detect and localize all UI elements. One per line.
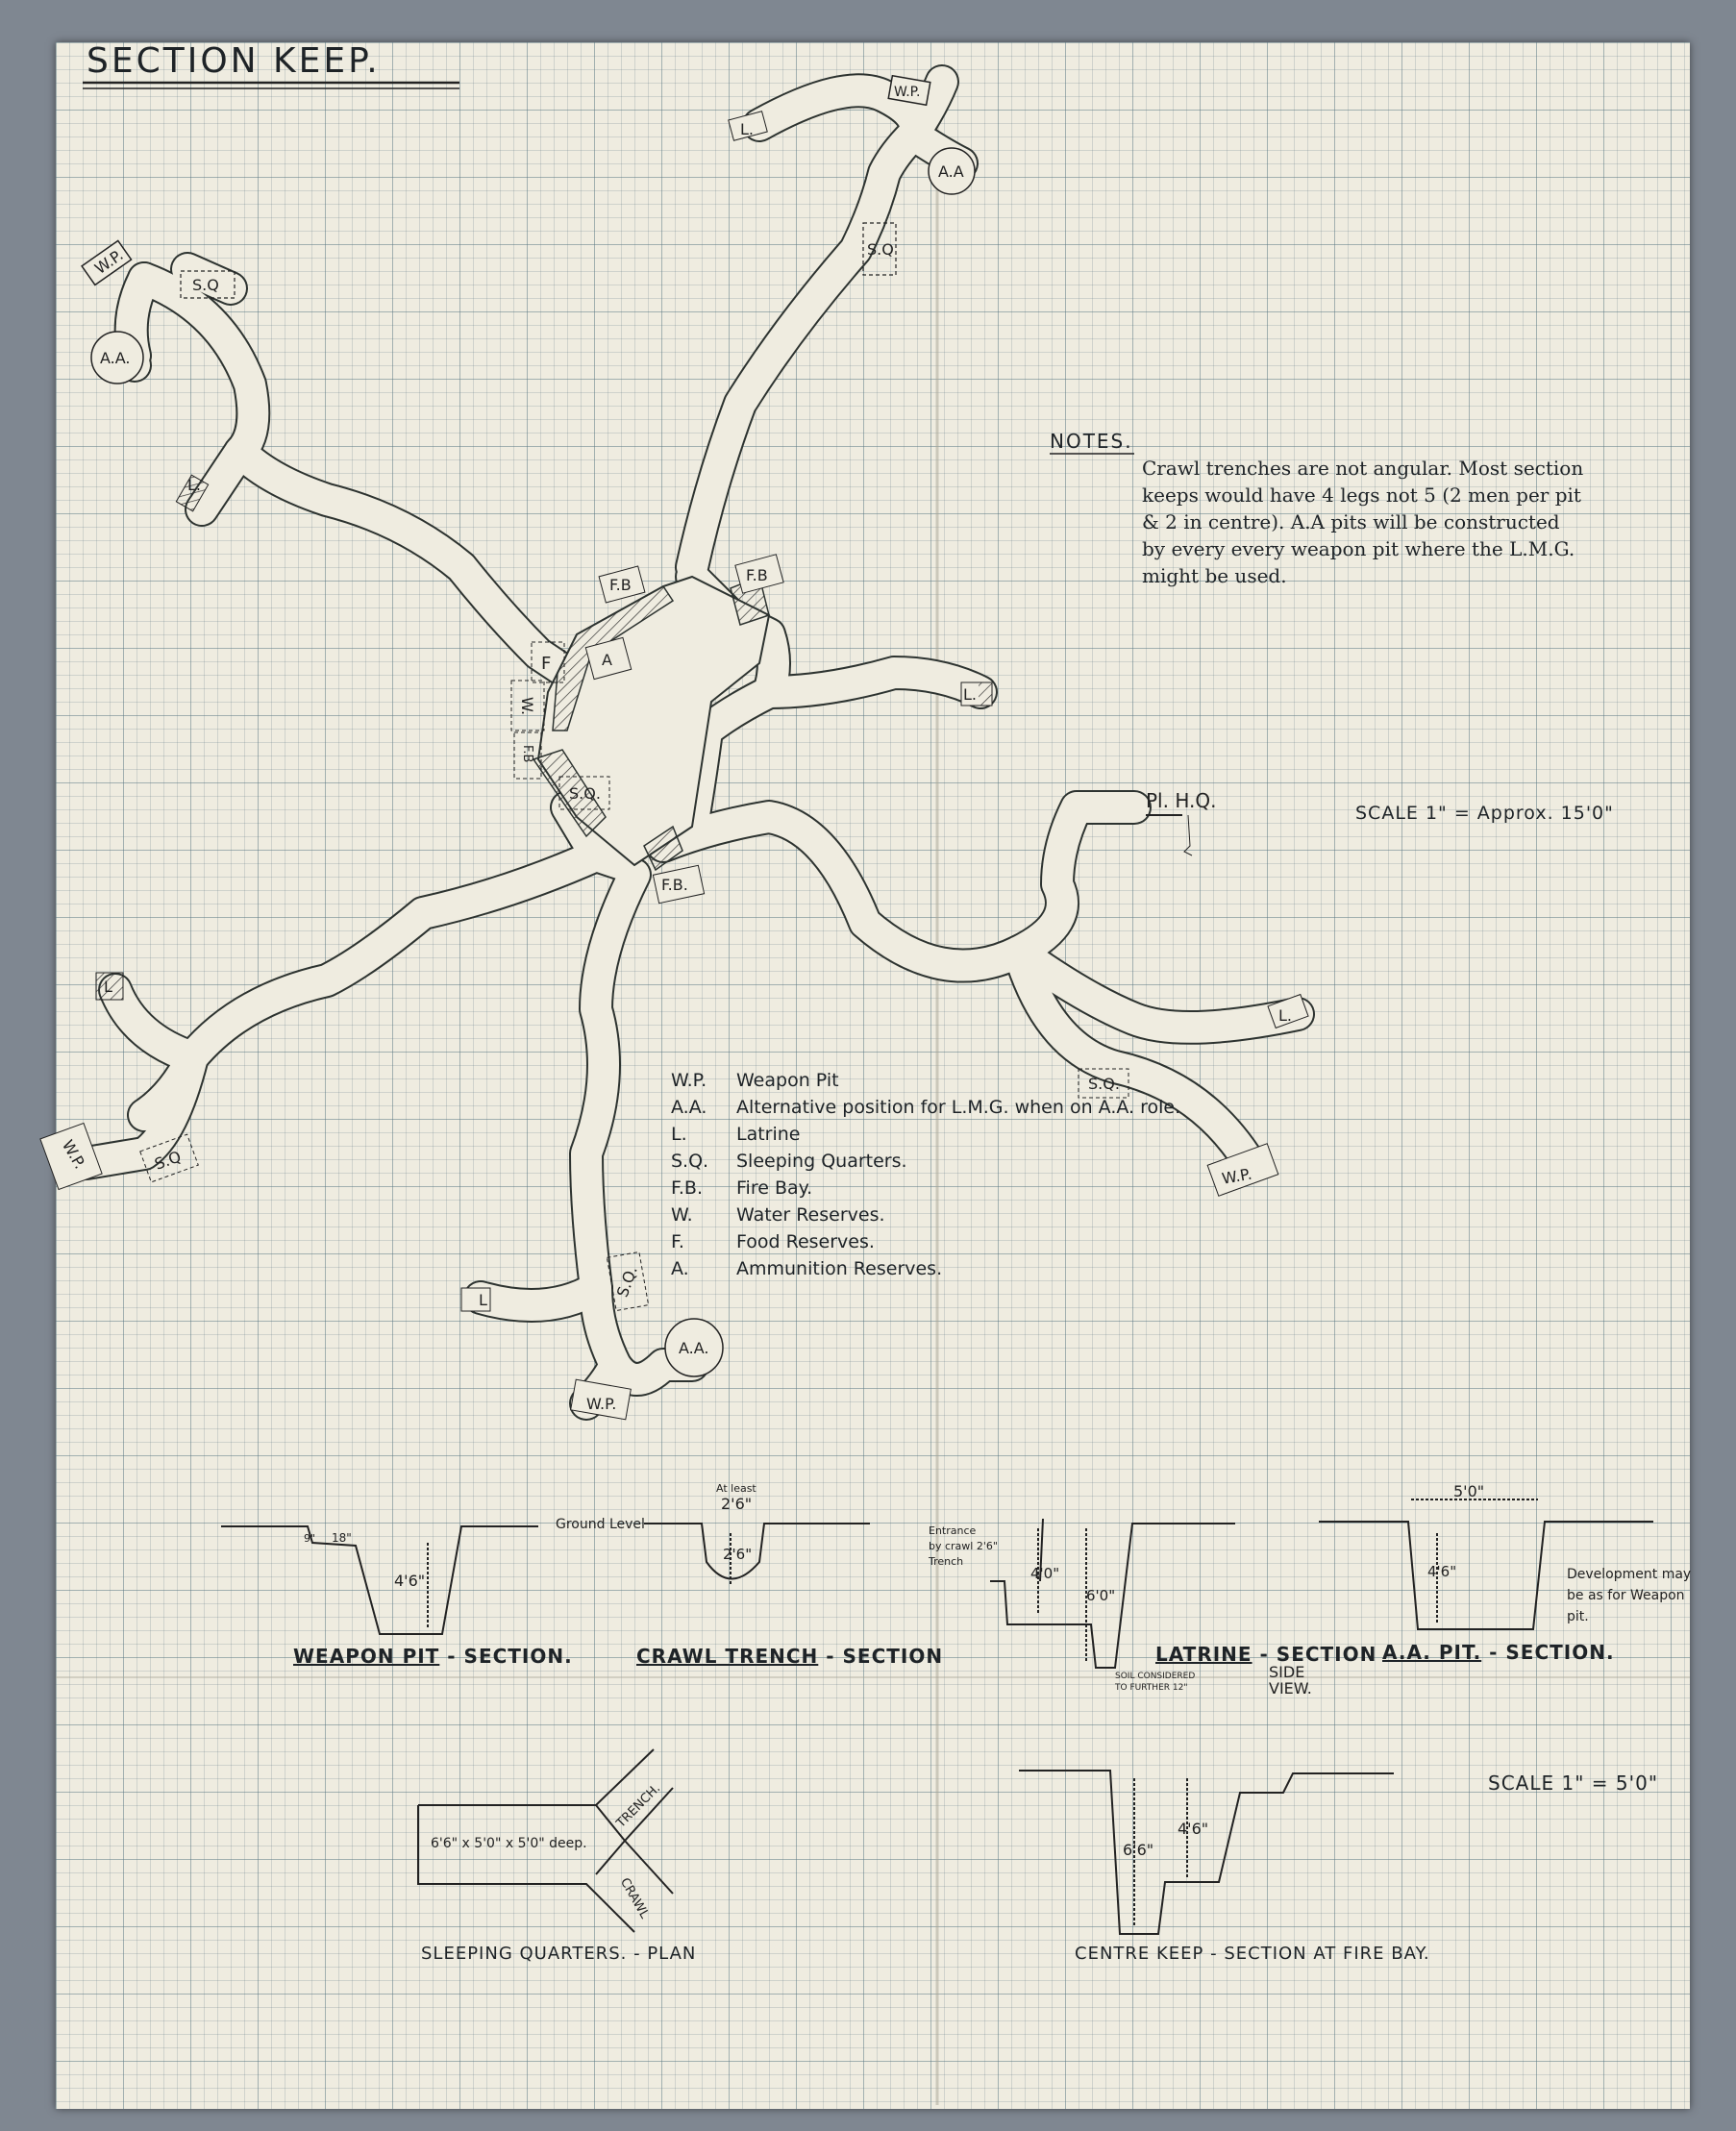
sleeping-quarters-plan [418, 1749, 673, 1932]
svg-text:5'0": 5'0" [1453, 1482, 1485, 1500]
svg-text:F.B.: F.B. [661, 876, 688, 894]
crawl-trench-caption: CRAWL TRENCH - SECTION [636, 1645, 944, 1668]
svg-text:4'0": 4'0" [1030, 1565, 1060, 1582]
svg-text:A.A.: A.A. [100, 349, 131, 367]
legend-item [671, 1177, 812, 1199]
weapon-pit-caption: WEAPON PIT - SECTION. [293, 1645, 573, 1668]
notes-block [1050, 430, 1583, 587]
svg-text:4'6": 4'6" [394, 1572, 426, 1590]
aa-circle-nw [91, 332, 143, 384]
svg-text:W.P.: W.P. [58, 1136, 89, 1173]
notes-heading: NOTES. [1050, 430, 1133, 453]
svg-text:F: F [541, 654, 552, 674]
svg-text:F.B: F.B [746, 566, 768, 584]
svg-text:A.: A. [671, 1258, 689, 1279]
svg-text:W.P.: W.P. [91, 245, 127, 279]
legend-item [671, 1097, 1180, 1118]
svg-text:9": 9" [304, 1532, 316, 1545]
svg-text:A.A.: A.A. [671, 1097, 707, 1118]
wp-box-sw-top [96, 973, 123, 1000]
fb-box-1 [599, 566, 645, 603]
sleeping-quarters-caption: SLEEPING QUARTERS. - PLAN [421, 1944, 697, 1964]
svg-text:Trench: Trench [929, 1555, 964, 1568]
svg-text:CRAWL: CRAWL [616, 1875, 652, 1921]
svg-text:2'6": 2'6" [723, 1546, 753, 1563]
notes-line-1: Crawl trenches are not angular. Most section [1142, 457, 1584, 480]
svg-text:S.Q: S.Q [192, 276, 219, 294]
svg-text:A.A: A.A [938, 162, 964, 181]
svg-text:Weapon Pit: Weapon Pit [736, 1070, 839, 1091]
svg-text:Water Reserves.: Water Reserves. [736, 1204, 885, 1226]
svg-text:L.: L. [1278, 1006, 1292, 1025]
svg-text:W.: W. [671, 1204, 693, 1226]
svg-text:L.: L. [187, 476, 201, 494]
svg-text:18": 18" [332, 1531, 352, 1545]
notes-line-5: might be used. [1142, 564, 1287, 587]
svg-text:6'6": 6'6" [1123, 1841, 1154, 1859]
svg-text:A.A.: A.A. [679, 1339, 709, 1357]
scale-plan: SCALE 1" = Approx. 15'0" [1355, 803, 1614, 824]
svg-text:2'6": 2'6" [721, 1495, 753, 1513]
svg-text:F.: F. [671, 1231, 684, 1252]
svg-text:S.Q.: S.Q. [1088, 1075, 1120, 1093]
svg-text:W.P.: W.P. [1220, 1164, 1253, 1188]
crawl-trench-section [644, 1482, 870, 1586]
svg-text:Ground Level: Ground Level [556, 1517, 645, 1532]
svg-text:At least: At least [716, 1482, 756, 1495]
fb-box-2 [735, 555, 783, 593]
centre-keep-section [1019, 1771, 1394, 1934]
svg-text:pit.: pit. [1567, 1609, 1589, 1624]
svg-text:F.B: F.B [520, 745, 534, 763]
aa-pit-section [1319, 1482, 1691, 1629]
svg-text:L: L [104, 978, 112, 996]
svg-text:6'0": 6'0" [1086, 1587, 1116, 1604]
svg-text:Sleeping Quarters.: Sleeping Quarters. [736, 1151, 907, 1172]
latrine-section [928, 1519, 1235, 1693]
svg-text:TO FURTHER 12": TO FURTHER 12" [1115, 1683, 1188, 1693]
legend-item [671, 1070, 839, 1091]
svg-text:Ammunition Reserves.: Ammunition Reserves. [736, 1258, 943, 1279]
svg-text:F.B.: F.B. [671, 1177, 703, 1199]
svg-text:A: A [602, 651, 612, 669]
aa-pit-caption: A.A. PIT. - SECTION. [1382, 1641, 1615, 1664]
notes-line-3: & 2 in centre). A.A pits will be constructed [1142, 510, 1560, 533]
fb-vertical-box [514, 732, 541, 779]
svg-text:Alternative position for L.M.G: Alternative position for L.M.G. when on A.A. role. [736, 1097, 1181, 1118]
svg-text:S.Q: S.Q [867, 240, 894, 259]
latrine-side: SIDE [1269, 1663, 1305, 1681]
latrine-caption: LATRINE - SECTION [1155, 1643, 1377, 1666]
svg-text:S.Q.: S.Q. [569, 784, 601, 803]
wp-box-nw [82, 240, 131, 285]
svg-text:L.: L. [671, 1124, 687, 1145]
svg-text:W.P.: W.P. [894, 85, 921, 100]
svg-text:TRENCH.: TRENCH. [613, 1781, 664, 1831]
centre-keep-caption: CENTRE KEEP - SECTION AT FIRE BAY. [1075, 1944, 1430, 1964]
legend-item [671, 1124, 801, 1145]
svg-text:L: L [479, 1291, 487, 1309]
svg-text:be as for Weapon: be as for Weapon [1567, 1588, 1685, 1603]
aa-circle-s [665, 1319, 723, 1376]
svg-text:L.: L. [740, 120, 754, 138]
svg-text:4'6": 4'6" [1178, 1820, 1209, 1838]
legend-item [671, 1231, 875, 1252]
svg-text:W.P.: W.P. [671, 1070, 707, 1091]
svg-text:4'6": 4'6" [1427, 1563, 1457, 1580]
svg-text:W.P.: W.P. [586, 1395, 617, 1413]
svg-text:6'6" x 5'0" x 5'0" deep.: 6'6" x 5'0" x 5'0" deep. [431, 1836, 587, 1851]
svg-text:S.Q.: S.Q. [671, 1151, 709, 1172]
weapon-pit-section [221, 1517, 645, 1634]
plhq-label [1146, 789, 1216, 855]
fb-box-3 [653, 865, 704, 903]
svg-text:Entrance: Entrance [929, 1524, 977, 1537]
svg-text:S.Q.: S.Q. [612, 1263, 641, 1301]
legend-item [671, 1204, 885, 1226]
svg-text:Fire Bay.: Fire Bay. [736, 1177, 813, 1199]
svg-text:Food Reserves.: Food Reserves. [736, 1231, 875, 1252]
svg-text:W.: W. [518, 697, 536, 716]
svg-text:Development may: Development may [1567, 1567, 1692, 1582]
page-title: SECTION KEEP. [87, 41, 381, 81]
legend-item [671, 1258, 942, 1279]
svg-text:Pl. H.Q.: Pl. H.Q. [1146, 789, 1217, 812]
latrine-view: VIEW. [1269, 1679, 1312, 1697]
w-box [511, 681, 544, 731]
svg-text:SOIL CONSIDERED: SOIL CONSIDERED [1115, 1672, 1196, 1681]
notes-line-4: by every every weapon pit where the L.M.G. [1142, 537, 1575, 560]
svg-text:Latrine: Latrine [736, 1124, 801, 1145]
svg-text:L.: L. [963, 685, 977, 704]
legend-item [671, 1151, 907, 1172]
legend [671, 1070, 1180, 1279]
notes-line-2: keeps would have 4 legs not 5 (2 men per pit [1142, 483, 1581, 507]
aa-circle-n [929, 148, 975, 194]
svg-text:F.B: F.B [609, 576, 632, 594]
scale-sections: SCALE 1" = 5'0" [1488, 1772, 1659, 1795]
svg-text:by crawl 2'6": by crawl 2'6" [929, 1540, 998, 1552]
svg-text:S.Q: S.Q [152, 1147, 184, 1174]
latrine-e [961, 682, 992, 706]
latrine-s [461, 1288, 490, 1311]
